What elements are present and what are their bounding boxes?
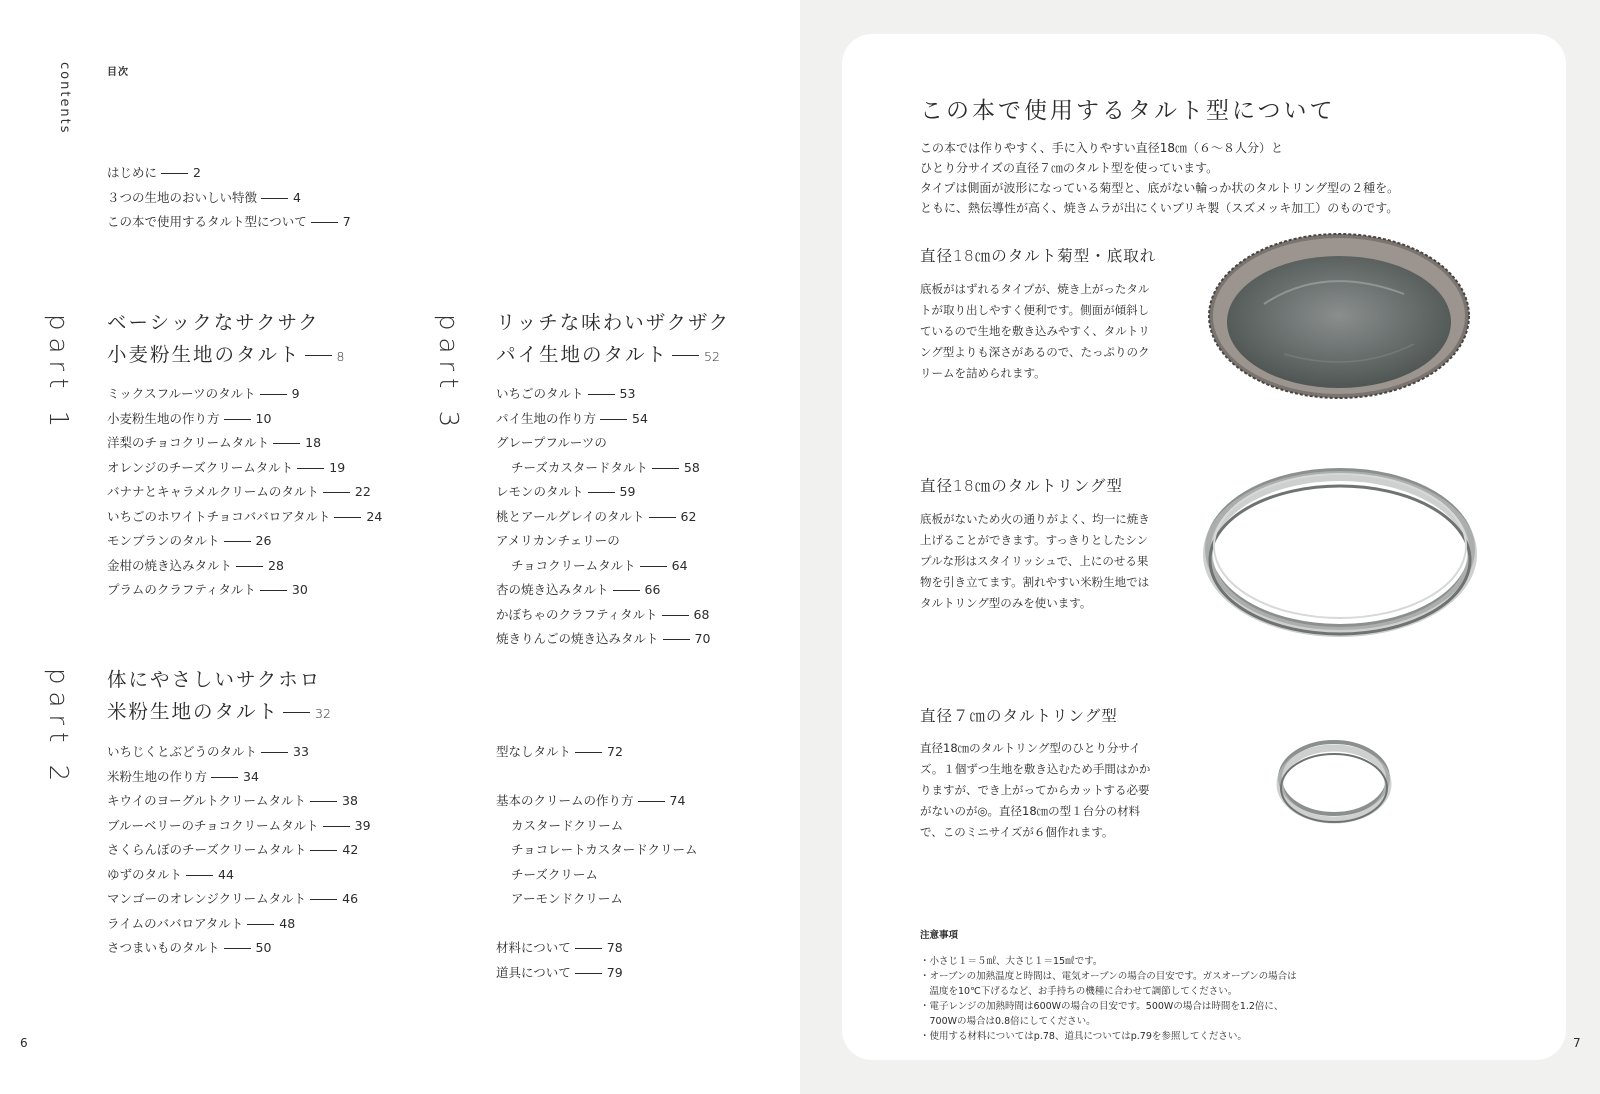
- right-page: [800, 0, 1600, 1094]
- toc-item[interactable]: 基本のクリームの作り方 74: [496, 793, 686, 808]
- toc-item[interactable]: はじめに 2: [107, 165, 201, 180]
- page-number: 6: [20, 1036, 28, 1050]
- toc-item[interactable]: さつまいものタルト 50: [107, 940, 272, 955]
- toc-item[interactable]: 材料について 78: [496, 940, 623, 955]
- toc-item[interactable]: この本で使用するタルト型について 7: [107, 214, 351, 229]
- part2-title[interactable]: 体にやさしいサクホロ 米粉生地のタルト 32: [107, 668, 331, 723]
- part3-title[interactable]: リッチな味わいザクザク パイ生地のタルト 52: [496, 311, 731, 366]
- part3-label: part 3: [433, 314, 463, 435]
- toc-subitem[interactable]: カスタードクリーム: [511, 817, 624, 833]
- spacer: [496, 765, 698, 790]
- spacer: [496, 912, 698, 937]
- toc-subitem[interactable]: チーズクリーム: [511, 866, 598, 882]
- toc-item[interactable]: アメリカンチェリーの: [496, 533, 620, 548]
- toc-item[interactable]: 道具について 79: [496, 964, 623, 980]
- intro-toc-list: [107, 161, 351, 235]
- contents-vertical-label: contents: [57, 62, 72, 135]
- toc-item[interactable]: パイ生地の作り方 54: [496, 410, 648, 426]
- intro-paragraph: この本では作りやすく、手に入りやすい直径18㎝（６～８人分）と ひとり分サイズの直径７㎝のタルト型を使っています。 タイプは側面が波形になっている菊型と、底がない輪っか状のタルトリング型の２種を。 ともに、熱伝導性が高く、焼きムラが出にくいブリキ製（スズメッキ加工）のものです。: [920, 141, 1400, 215]
- toc-item[interactable]: グレープフルーツの: [496, 435, 607, 450]
- section-body-ring7: 直径18㎝のタルトリング型のひとり分サイ ズ。１個ずつ生地を敷き込むため手間はかか りますが、でき上がってからカットする必要 がないのが◎。直径18㎝の型１台分の材料 で、このミニサイズが６個作れます。: [920, 741, 1151, 839]
- toc-item[interactable]: チーズカスタードタルト 58: [511, 459, 700, 475]
- toc-item[interactable]: いちごのホワイトチョコババロアタルト 24: [107, 508, 383, 524]
- toc-item[interactable]: 小麦粉生地の作り方 10: [107, 410, 272, 426]
- toc-item[interactable]: オレンジのチーズクリームタルト 19: [107, 459, 346, 475]
- toc-item[interactable]: いちじくとぶどうのタルト 33: [107, 744, 309, 759]
- toc-subitem[interactable]: チョコレートカスタードクリーム: [511, 842, 698, 857]
- toc-subitem[interactable]: アーモンドクリーム: [511, 891, 623, 906]
- toc-item[interactable]: 杏の焼き込みタルト 66: [496, 582, 661, 597]
- part1-label: part 1: [43, 314, 73, 435]
- section-body-ring18: 底板がないため火の通りがよく、均一に焼き 上げることができます。すっきりとしたシン プルな形はスタイリッシュで、上にのせる果 物を引き立てます。割れやすい米粉生地では タルトリング型のみを使います。: [920, 512, 1150, 610]
- page-number: 7: [1573, 1036, 1581, 1050]
- note-line: ・小さじ１＝５㎖、大さじ１＝15㎖です。: [920, 956, 1103, 967]
- note-line: ・オーブンの加熱温度と時間は、電気オーブンの場合の目安です。ガスオーブンの場合は: [920, 971, 1297, 982]
- section-title-ring18: 直径18㎝のタルトリング型: [920, 477, 1123, 495]
- part1-title[interactable]: ベーシックなサクサク 小麦粉生地のタルト 8: [107, 311, 345, 366]
- toc-item[interactable]: ミックスフルーツのタルト 9: [107, 386, 300, 401]
- tart-ring-7cm-image: [1274, 734, 1394, 829]
- note-line: ・使用する材料についてはp.78、道具についてはp.79を参照してください。: [920, 1031, 1247, 1042]
- page-title: この本で使用するタルト型について: [920, 98, 1336, 124]
- toc-item[interactable]: かぼちゃのクラフティタルト 68: [496, 606, 710, 622]
- section-title-ring7: 直径７㎝のタルトリング型: [920, 707, 1118, 725]
- toc-item[interactable]: マンゴーのオレンジクリームタルト 46: [107, 891, 359, 906]
- notes-heading: 注意事項: [920, 930, 959, 941]
- toc-item[interactable]: 桃とアールグレイのタルト 62: [496, 508, 697, 524]
- extra-toc-list: [496, 740, 698, 985]
- toc-item[interactable]: プラムのクラフティタルト 30: [107, 582, 308, 597]
- part3-toc-list: [496, 382, 710, 652]
- note-line: ・電子レンジの加熱時間は600Wの場合の目安です。500Wの場合は時間を1.2倍に、: [920, 1001, 1284, 1012]
- toc-item[interactable]: チョコクリームタルト 64: [511, 557, 688, 573]
- notes-list: [920, 954, 1540, 1044]
- toc-item[interactable]: ブルーベリーのチョコクリームタルト 39: [107, 817, 371, 833]
- fluted-tart-pan-image: [1204, 224, 1474, 404]
- section-body-kiku: 底板がはずれるタイプが、焼き上がったタル トが取り出しやすく便利です。側面が傾斜し ているので生地を敷き込みやすく、タルトリ ング型よりも深さがあるので、たっぷりのク リームを詰められます。: [920, 282, 1150, 380]
- note-line: 温度を10℃下げるなど、お手持ちの機種に合わせて調節してください。: [920, 986, 1238, 997]
- toc-item[interactable]: ライムのババロアタルト 48: [107, 915, 296, 931]
- part1-toc-list: [107, 382, 382, 603]
- content-card: [842, 34, 1566, 1060]
- toc-item[interactable]: ３つの生地のおいしい特徴 4: [107, 189, 301, 205]
- toc-item[interactable]: 米粉生地の作り方 34: [107, 768, 259, 784]
- toc-heading: 目次: [107, 67, 129, 78]
- toc-item[interactable]: さくらんぼのチーズクリームタルト 42: [107, 842, 359, 857]
- toc-item[interactable]: ゆずのタルト 44: [107, 866, 234, 882]
- part2-label: part 2: [43, 668, 73, 789]
- toc-item[interactable]: バナナとキャラメルクリームのタルト 22: [107, 484, 371, 499]
- toc-item[interactable]: キウイのヨーグルトクリームタルト 38: [107, 793, 358, 808]
- part2-toc-list: [107, 740, 371, 961]
- toc-item[interactable]: 焼きりんごの焼き込みタルト 70: [496, 631, 711, 646]
- toc-item[interactable]: 洋梨のチョコクリームタルト 18: [107, 435, 322, 450]
- toc-item[interactable]: 型なしタルト 72: [496, 744, 623, 759]
- toc-item[interactable]: いちごのタルト 53: [496, 386, 636, 401]
- note-line: 700Wの場合は0.8倍にしてください。: [920, 1016, 1096, 1027]
- tart-ring-18cm-image: [1200, 454, 1480, 639]
- toc-item[interactable]: レモンのタルト 59: [496, 484, 636, 499]
- toc-item[interactable]: 金柑の焼き込みタルト 28: [107, 557, 284, 573]
- section-title-kiku: 直径18㎝のタルト菊型・底取れ: [920, 247, 1157, 265]
- toc-item[interactable]: モンブランのタルト 26: [107, 533, 272, 548]
